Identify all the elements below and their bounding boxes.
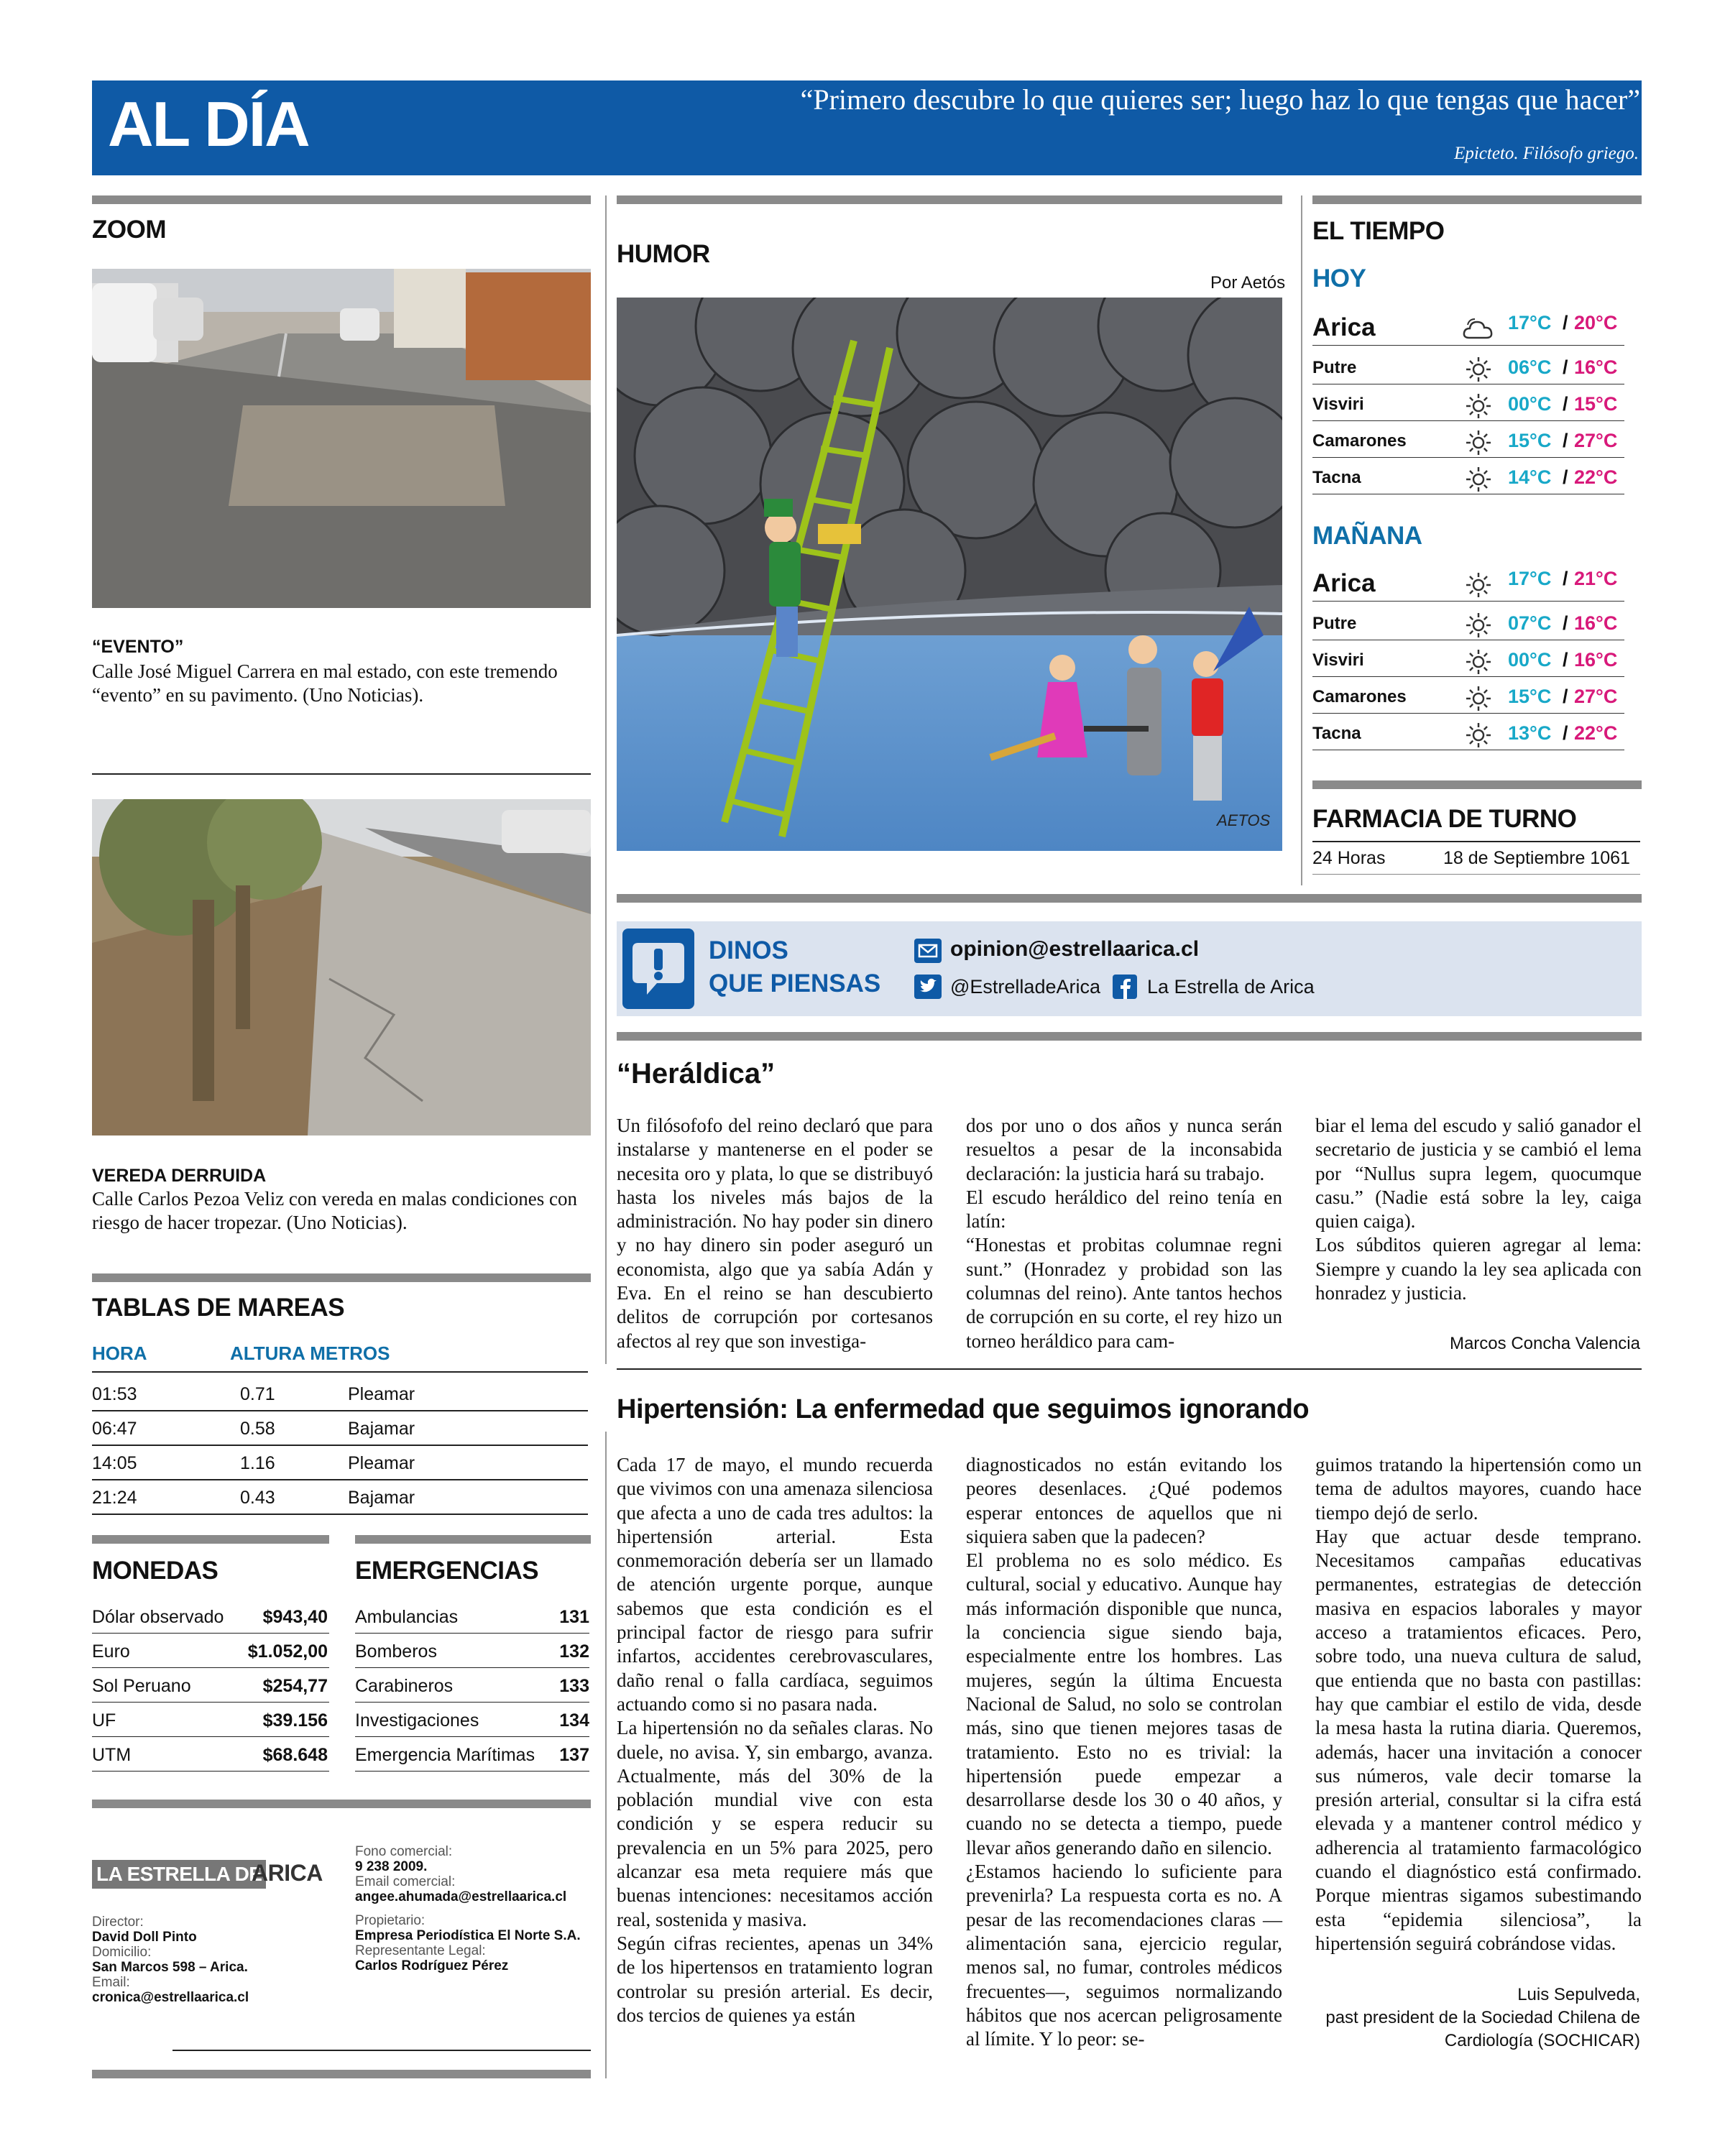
heraldica-bottom-line xyxy=(617,1368,1642,1370)
column-separator-2 xyxy=(605,1432,607,2078)
sun-icon xyxy=(1462,355,1495,384)
sun-icon xyxy=(1462,428,1495,457)
tide-row-line xyxy=(92,1514,588,1515)
sun-icon xyxy=(1462,684,1495,713)
legal-rep: Carlos Rodríguez Pérez xyxy=(355,1958,509,1973)
emergency-name: Bomberos xyxy=(355,1641,437,1662)
emergency-row-line xyxy=(355,1736,589,1737)
temp-min: 14°C xyxy=(1508,466,1552,488)
temp-min: 00°C xyxy=(1508,393,1552,415)
currency-name: UF xyxy=(92,1710,116,1731)
email-label: Email: xyxy=(92,1975,130,1990)
currency-name: Euro xyxy=(92,1641,130,1662)
emergency-number: 137 xyxy=(559,1745,589,1765)
temp-separator: / xyxy=(1563,430,1568,451)
pharmacy-heading: FARMACIA DE TURNO xyxy=(1312,805,1577,833)
cartoon-credit: Por Aetós xyxy=(1210,273,1286,292)
zoom-heading: ZOOM xyxy=(92,216,166,244)
currency-row-line xyxy=(92,1667,329,1668)
currency-name: Dólar observado xyxy=(92,1607,224,1627)
currency-value: $254,77 xyxy=(262,1676,328,1696)
weather-row-line xyxy=(1312,420,1624,421)
currency-row-line xyxy=(92,1736,329,1737)
weather-row-line xyxy=(1312,676,1624,677)
legal-rep-label: Representante Legal: xyxy=(355,1943,486,1958)
photo2-caption: Calle Carlos Pezoa Veliz con vereda en malas condiciones con riesgo de hacer tropezar. (Uno Noticias). xyxy=(92,1188,578,1233)
weather-city: Camarones xyxy=(1312,431,1407,451)
weather-row-line xyxy=(1312,345,1624,346)
temp-separator: / xyxy=(1563,466,1568,488)
tide-row-line xyxy=(92,1479,588,1480)
column-separator-3 xyxy=(1301,195,1302,885)
tide-height: 0.58 xyxy=(240,1419,275,1439)
temp-max: 27°C xyxy=(1574,686,1618,707)
logo-text-1: LA ESTRELLA DE xyxy=(92,1860,266,1889)
tides-header-height: ALTURA METROS xyxy=(230,1342,390,1364)
temp-max: 22°C xyxy=(1574,722,1618,744)
emergency-number: 131 xyxy=(559,1607,589,1627)
weather-row-line xyxy=(1312,713,1624,714)
weather-city: Visviri xyxy=(1312,395,1364,414)
address-label: Domicilio: xyxy=(92,1945,152,1960)
paragraph: Un filósofofo del reino declaró que para instalarse y mantenerse en el poder se necesita oro y plata, lo que se distribuyó hasta los niveles más bajos de la administración. No hay poder sin dinero y no hay dinero sin poder aseguró un economista, algo que ya sabía Adán y Eva. En el reino se han descubierto delitos de corrupción por cortesanos afectos al rey que son investiga- xyxy=(617,1115,933,1352)
dinos-rule xyxy=(617,894,1642,903)
masthead-right xyxy=(355,1844,581,1973)
paragraph: “Honestas et probitas columnae regni sunt.” (Honradez y probidad son las columnas del reino). Ante tantos hechos de corrupción en su corte, el rey hizo un torneo heráldico para cam- xyxy=(966,1234,1282,1352)
author-org: Cardiología (SOCHICAR) xyxy=(1444,2031,1640,2050)
pharmacy-hours: 24 Horas xyxy=(1312,848,1386,868)
weather-city: Camarones xyxy=(1312,687,1407,706)
tide-time: 01:53 xyxy=(92,1384,137,1404)
owner: Empresa Periodística El Norte S.A. xyxy=(355,1928,581,1943)
temp-min: 07°C xyxy=(1508,612,1552,634)
paragraph: ¿Estamos haciendo lo suficiente para prevenirla? La respuesta corta es no. A pesar de las recomendaciones claras —alimentación sana, ejercicio regular, menos sal, no fumar, controles médicos frecuentes—, seguimos normalizando hábitos que nos acercan peligrosamente al límite. Y lo peor: se- xyxy=(966,1861,1282,2050)
heraldica-rule xyxy=(617,1032,1642,1041)
sun-icon xyxy=(1462,465,1495,494)
weather-city: Tacna xyxy=(1312,468,1361,487)
temp-separator: / xyxy=(1563,568,1568,589)
mail-icon xyxy=(914,939,942,963)
commercial-email-label: Email comercial: xyxy=(355,1874,456,1889)
emergency-row-line xyxy=(355,1633,589,1634)
temp-min: 15°C xyxy=(1508,430,1552,451)
hipertension-col3 xyxy=(1315,1453,1642,1955)
sun-icon xyxy=(1462,611,1495,640)
temp-max: 21°C xyxy=(1574,568,1618,589)
facebook-icon[interactable] xyxy=(1113,975,1137,999)
heraldica-author: Marcos Concha Valencia xyxy=(1449,1334,1640,1353)
tide-type: Bajamar xyxy=(348,1419,415,1439)
currencies-rule xyxy=(92,1535,329,1544)
paragraph: La hipertensión no da señales claras. No duele, no avisa. Y, sin embargo, avanza. Actualmente, más del 30% de la población mundial vive con esta condición y se espera reducir su prevalencia en un 5% para 2025, pero alcanzar esa meta requiere más que buenas intenciones: necesitamos acción real, sostenida y masiva. xyxy=(617,1717,933,1930)
section-title: AL DÍA xyxy=(108,88,309,160)
director-name: David Doll Pinto xyxy=(92,1930,197,1945)
pharmacy-rule-line xyxy=(1312,841,1640,842)
zoom-rule xyxy=(92,195,591,204)
photo2-title: VEREDA DERRUIDA xyxy=(92,1166,267,1186)
currency-value: $943,40 xyxy=(262,1607,328,1627)
currencies-heading: MONEDAS xyxy=(92,1557,218,1585)
currency-row-line xyxy=(92,1702,329,1703)
temp-max: 16°C xyxy=(1574,356,1618,378)
temp-min: 00°C xyxy=(1508,649,1552,671)
temp-separator: / xyxy=(1563,393,1568,415)
temp-min: 15°C xyxy=(1508,686,1552,707)
tide-type: Pleamar xyxy=(348,1453,415,1473)
phone: 9 238 2009. xyxy=(355,1859,428,1874)
currency-name: UTM xyxy=(92,1745,132,1765)
tides-header-rule xyxy=(92,1371,588,1373)
temp-max: 20°C xyxy=(1574,312,1618,333)
heraldica-title: “Heráldica” xyxy=(617,1058,776,1089)
weather-tomorrow-label: MAÑANA xyxy=(1312,522,1422,550)
commercial-email[interactable]: angee.ahumada@estrellaarica.cl xyxy=(355,1889,567,1904)
twitter-icon[interactable] xyxy=(914,975,942,999)
humor-heading: HUMOR xyxy=(617,240,710,268)
header-quote: “Primero descubre lo que quieres ser; luego haz lo que tengas que hacer” xyxy=(800,83,1640,116)
temp-separator: / xyxy=(1563,686,1568,707)
cloud-icon xyxy=(1462,315,1495,344)
weather-heading: EL TIEMPO xyxy=(1312,217,1445,245)
humor-cartoon xyxy=(617,298,1282,851)
emergency-name: Ambulancias xyxy=(355,1607,459,1627)
newspaper-logo xyxy=(92,1860,329,1892)
feedback-email[interactable]: opinion@estrellaarica.cl xyxy=(950,937,1200,961)
paragraph: Cada 17 de mayo, el mundo recuerda que vivimos con una amenaza silenciosa que afecta a uno de cada tres adultos: la hipertensión arterial. Esta conmemoración debería ser un llamado de atención urgente porque, aunque sabemos que esta condición es el principal factor de riesgo para sufrir infartos, accidentes cerebrovasculares, daño renal o falla cardíaca, seguimos actuando como si no pasara nada. xyxy=(617,1454,933,1715)
paragraph: diagnosticados no están evitando los peores desenlaces. ¿Qué podemos esperar entonces de aquellos que ni siquiera saben que la padecen? xyxy=(966,1454,1282,1547)
pharmacy-rule xyxy=(1312,780,1642,789)
masthead-left xyxy=(92,1915,249,2005)
photo1-title: “EVENTO” xyxy=(92,637,184,657)
feedback-title-line2: QUE PIENSAS xyxy=(709,969,881,998)
temp-max: 22°C xyxy=(1574,466,1618,488)
emergency-row-line xyxy=(355,1667,589,1668)
sun-icon xyxy=(1462,721,1495,750)
weather-row-line xyxy=(1312,601,1624,602)
hipertension-title: Hipertensión: La enfermedad que seguimos ignorando xyxy=(617,1394,1310,1424)
heraldica-col1 xyxy=(617,1114,933,1353)
weather-city: Visviri xyxy=(1312,650,1364,670)
temp-min: 17°C xyxy=(1508,312,1552,333)
zoom-photo-sidewalk xyxy=(92,799,591,1135)
temp-min: 13°C xyxy=(1508,722,1552,744)
tide-height: 0.43 xyxy=(240,1488,275,1508)
emergency-name: Investigaciones xyxy=(355,1710,479,1731)
pharmacy-address: 18 de Septiembre 1061 xyxy=(1443,848,1630,868)
weather-row-line xyxy=(1312,457,1624,458)
sun-icon xyxy=(1462,648,1495,676)
temp-min: 06°C xyxy=(1508,356,1552,378)
weather-city: Putre xyxy=(1312,614,1357,633)
emergency-row-line xyxy=(355,1702,589,1703)
column-separator-1 xyxy=(605,195,607,1364)
paragraph: guimos tratando la hipertensión como un tema de adultos mayores, cuando hace tiempo dejó de serlo. xyxy=(1315,1454,1642,1524)
author-name: Luis Sepulveda, xyxy=(1517,1985,1640,2004)
zoom-divider xyxy=(92,773,591,775)
feedback-title xyxy=(709,934,880,1000)
feedback-title-line1: DINOS xyxy=(709,936,788,964)
emergency-name: Emergencia Marítimas xyxy=(355,1745,535,1765)
tide-time: 21:24 xyxy=(92,1488,137,1508)
temp-max: 16°C xyxy=(1574,612,1618,634)
facebook-page[interactable]: La Estrella de Arica xyxy=(1147,976,1315,998)
exclamation-icon xyxy=(622,929,694,1009)
paragraph: dos por uno o dos años y nunca serán resueltos a pesar de la inconsabida declaración: la justicia hará su trabajo. xyxy=(966,1115,1282,1184)
author-role: past president de la Sociedad Chilena de xyxy=(1325,2008,1640,2027)
emergencies-rule xyxy=(355,1535,591,1544)
bottom-rule xyxy=(92,2070,591,2078)
weather-city: Tacna xyxy=(1312,724,1361,743)
address: San Marcos 598 – Arica. xyxy=(92,1960,248,1975)
temp-min: 17°C xyxy=(1508,568,1552,589)
weather-city: Arica xyxy=(1312,569,1376,597)
temp-separator: / xyxy=(1563,612,1568,634)
weather-city: Arica xyxy=(1312,313,1376,341)
sun-icon xyxy=(1462,571,1495,599)
currency-value: $1.052,00 xyxy=(247,1641,328,1662)
hipertension-author xyxy=(1325,1984,1640,2053)
paragraph: Según cifras recientes, apenas un 34% de los hipertensos en tratamiento logran controlar su presión arterial. Es decir, dos tercios de quienes ya están xyxy=(617,1932,933,2026)
paragraph: biar el lema del escudo y salió ganador el secretario de justicia y se cambió el lema por “Nullus supra legem, quocumque casu.” (Nadie está sobre la ley, caiga quien caiga). xyxy=(1315,1115,1642,1233)
emergencies-heading: EMERGENCIAS xyxy=(355,1557,539,1585)
temp-separator: / xyxy=(1563,722,1568,744)
emergency-name: Carabineros xyxy=(355,1676,454,1696)
pharmacy-bottom-line xyxy=(1312,874,1640,875)
hipertension-col1 xyxy=(617,1453,933,2027)
tide-type: Bajamar xyxy=(348,1488,415,1508)
newsroom-email[interactable]: cronica@estrellaarica.cl xyxy=(92,1990,249,2005)
heraldica-col3 xyxy=(1315,1114,1642,1305)
currency-row-line xyxy=(92,1771,329,1772)
paragraph: El problema no es solo médico. Es cultural, social y educativo. Aunque hay más información disponible que nunca, la conciencia sigue siendo baja, especialmente entre los hombres. Las mujeres, según la última Encuesta Nacional de Salud, no solo se controlan más, sino que tienen mejores tasas de tratamiento. Esto no es trivial: la hipertensión puede empezar a desarrollarse desde los 30 o 40 años, y cuando no se detecta a tiempo, puede llevar años generando daño en silencio. xyxy=(966,1549,1282,1858)
temp-separator: / xyxy=(1563,356,1568,378)
tide-time: 14:05 xyxy=(92,1453,137,1473)
emergency-row-line xyxy=(355,1771,589,1772)
weather-rule xyxy=(1312,195,1642,204)
tide-row-line xyxy=(92,1445,588,1446)
quote-author: Epicteto. Filósofo griego. xyxy=(1454,144,1639,163)
tides-heading: TABLAS DE MAREAS xyxy=(92,1294,345,1322)
temp-separator: / xyxy=(1563,649,1568,671)
paragraph: Los súbditos quieren agregar al lema: Siempre y cuando la ley sea aplicada con honradez y justicia. xyxy=(1315,1234,1642,1304)
temp-max: 27°C xyxy=(1574,430,1618,451)
currency-row-line xyxy=(92,1633,329,1634)
emergency-number: 133 xyxy=(559,1676,589,1696)
logo-text-2: ARICA xyxy=(252,1860,323,1886)
temp-separator: / xyxy=(1563,312,1568,333)
masthead-rule xyxy=(92,1800,591,1808)
currency-value: $39.156 xyxy=(262,1710,328,1731)
temp-max: 15°C xyxy=(1574,393,1618,415)
director-label: Director: xyxy=(92,1915,144,1930)
cartoon-signature: AETOS xyxy=(1217,811,1271,829)
tide-row-line xyxy=(92,1410,588,1411)
tides-header-time: HORA xyxy=(92,1342,147,1364)
emergency-number: 134 xyxy=(559,1710,589,1731)
weather-today-label: HOY xyxy=(1312,264,1366,292)
hipertension-col2 xyxy=(966,1453,1282,2051)
tides-rule xyxy=(92,1273,591,1282)
tide-height: 0.71 xyxy=(240,1384,275,1404)
paragraph: Hay que actuar desde temprano. Necesitamos campañas educativas permanentes, estrategias de detección masiva en espacios laborales y mayor acceso a tratamientos eficaces. Pero, sobre todo, una nueva cultura de salud, que entienda que no basta con pastillas: hay que cambiar el estilo de vida, desde la mesa hasta la rutina diaria. Queremos, además, hacer una invitación a conocer sus números, vale decir tomarse la presión arterial, consultar si la cifra está elevada y a mantener control médico y adherencia al tratamiento farmacológico cuando el diagnóstico está confirmado. Porque mientras sigamos subestimando esta “epidemia silenciosa”, la hipertensión seguirá cobrándose vidas. xyxy=(1315,1525,1642,1954)
photo1-caption: Calle José Miguel Carrera en mal estado, con este tremendo “evento” en su pavimento. (Uno Noticias). xyxy=(92,660,558,706)
tide-type: Pleamar xyxy=(348,1384,415,1404)
currency-value: $68.648 xyxy=(262,1745,328,1765)
humor-rule xyxy=(617,195,1282,204)
emergency-number: 132 xyxy=(559,1641,589,1662)
weather-city: Putre xyxy=(1312,358,1357,377)
heraldica-col2 xyxy=(966,1114,1282,1353)
sun-icon xyxy=(1462,392,1495,420)
currency-name: Sol Peruano xyxy=(92,1676,191,1696)
owner-label: Propietario: xyxy=(355,1913,426,1928)
zoom-photo-street xyxy=(92,269,591,608)
twitter-handle[interactable]: @EstrelladeArica xyxy=(950,976,1100,998)
tide-height: 1.16 xyxy=(240,1453,275,1473)
temp-max: 16°C xyxy=(1574,649,1618,671)
masthead-bottom-line xyxy=(172,2050,591,2051)
tide-time: 06:47 xyxy=(92,1419,137,1439)
phone-label: Fono comercial: xyxy=(355,1844,453,1859)
paragraph: El escudo heráldico del reino tenía en latín: xyxy=(966,1186,1282,1233)
